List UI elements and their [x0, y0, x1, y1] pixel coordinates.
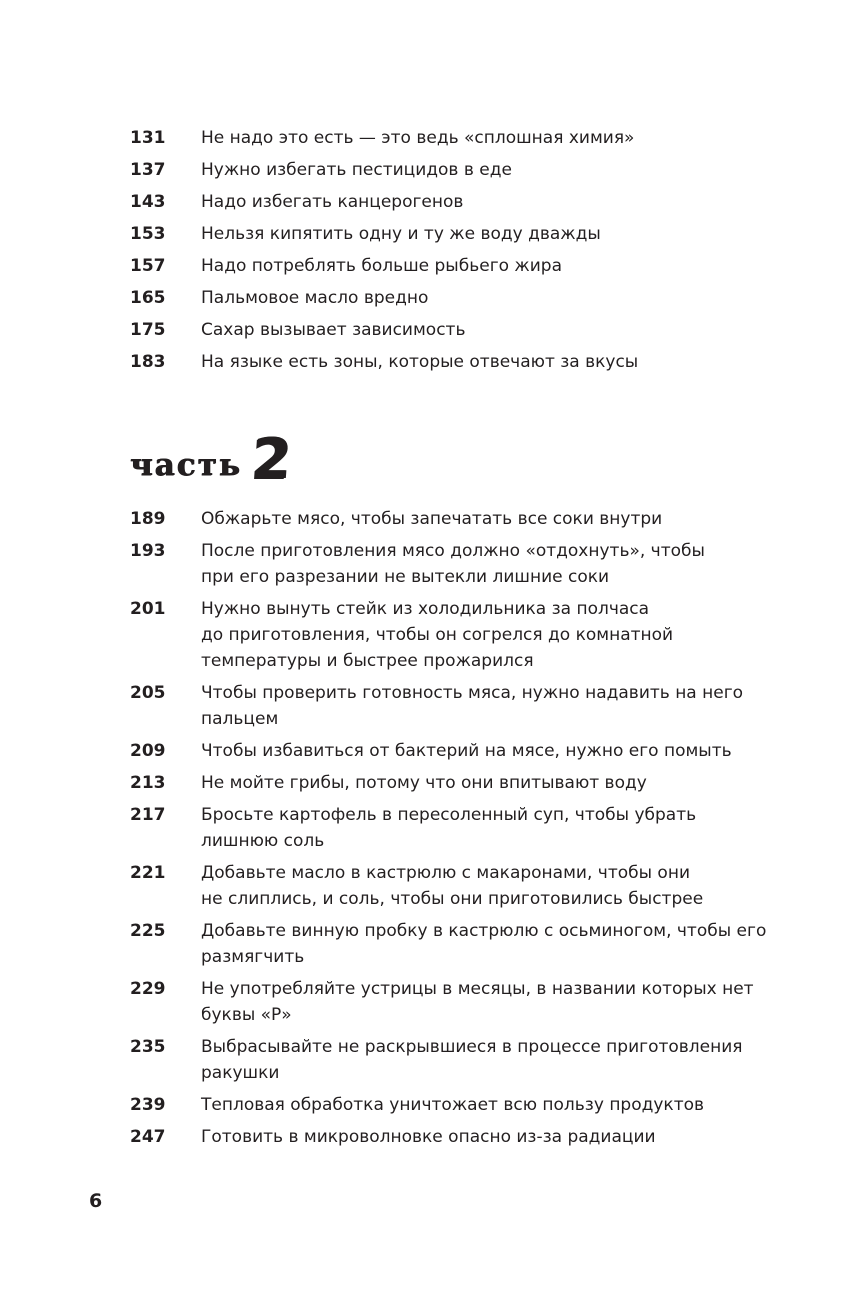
toc-entry-title: Нужно вынуть стейк из холодильника за полчаса до приготовления, чтобы он согрелся до комнатной температуры и быстрее прожарился [201, 599, 674, 671]
toc-page-number: 221 [130, 863, 166, 883]
toc-entry [130, 1124, 780, 1150]
toc-page-number: 153 [130, 224, 166, 244]
toc-page-number: 239 [130, 1095, 166, 1115]
toc-entry [130, 976, 780, 1028]
toc-entry-title: Готовить в микроволновке опасно из-за радиации [201, 1127, 656, 1147]
toc-entry [130, 506, 780, 532]
part-heading-word: часть [130, 447, 242, 483]
toc-entry-title: Не надо это есть — это ведь «сплошная химия» [201, 128, 635, 148]
toc-page-number: 225 [130, 921, 166, 941]
toc-page-number: 143 [130, 192, 166, 212]
toc-entry-title: На языке есть зоны, которые отвечают за вкусы [201, 352, 639, 372]
toc-entry [130, 596, 780, 674]
toc-page-number: 213 [130, 773, 166, 793]
toc-entry-title: Сахар вызывает зависимость [201, 320, 466, 340]
toc-entry [130, 680, 780, 732]
toc-entry [130, 221, 780, 247]
toc-entry-title: Нужно избегать пестицидов в еде [201, 160, 512, 180]
toc-entry-title: После приготовления мясо должно «отдохнуть», чтобы при его разрезании не вытекли лишние соки [201, 541, 705, 587]
toc-entry-title: Нельзя кипятить одну и ту же воду дважды [201, 224, 601, 244]
toc-section-2 [130, 506, 780, 1156]
toc-entry [130, 125, 780, 151]
toc-entry-title: Обжарьте мясо, чтобы запечатать все соки внутри [201, 509, 663, 529]
toc-page-number: 165 [130, 288, 166, 308]
toc-entry [130, 538, 780, 590]
toc-entry [130, 918, 780, 970]
toc-section-1 [130, 125, 780, 381]
toc-page-number: 217 [130, 805, 166, 825]
toc-entry [130, 285, 780, 311]
toc-entry [130, 157, 780, 183]
toc-entry [130, 860, 780, 912]
toc-page-number: 193 [130, 541, 166, 561]
toc-entry-title: Добавьте винную пробку в кастрюлю с осьминогом, чтобы его размягчить [201, 921, 767, 967]
toc-entry [130, 349, 780, 375]
toc-entry [130, 189, 780, 215]
toc-page-number: 205 [130, 683, 166, 703]
toc-entry [130, 1034, 780, 1086]
toc-entry [130, 1092, 780, 1118]
part-heading [130, 427, 294, 492]
toc-page-number: 137 [130, 160, 166, 180]
toc-entry [130, 253, 780, 279]
toc-page-number: 175 [130, 320, 166, 340]
toc-page-number: 201 [130, 599, 166, 619]
toc-page-number: 157 [130, 256, 166, 276]
toc-entry-title: Добавьте масло в кастрюлю с макаронами, чтобы они не слиплись, и соль, чтобы они приготовились быстрее [201, 863, 704, 909]
toc-page-number: 229 [130, 979, 166, 999]
toc-entry-title: Чтобы избавиться от бактерий на мясе, нужно его помыть [201, 741, 732, 761]
toc-entry [130, 770, 780, 796]
toc-entry [130, 738, 780, 764]
toc-entry-title: Пальмовое масло вредно [201, 288, 429, 308]
toc-entry-title: Чтобы проверить готовность мяса, нужно надавить на него пальцем [201, 683, 744, 729]
toc-entry-title: Выбрасывайте не раскрывшиеся в процессе приготовления ракушки [201, 1037, 743, 1083]
toc-page-number: 189 [130, 509, 166, 529]
toc-entry-title: Тепловая обработка уничтожает всю пользу продуктов [201, 1095, 705, 1115]
toc-entry-title: Бросьте картофель в пересоленный суп, чтобы убрать лишнюю соль [201, 805, 697, 851]
toc-entry-title: Не употребляйте устрицы в месяцы, в названии которых нет буквы «Р» [201, 979, 754, 1025]
toc-entry-title: Не мойте грибы, потому что они впитывают воду [201, 773, 647, 793]
toc-entry [130, 802, 780, 854]
part-heading-number: 2 [249, 427, 294, 492]
toc-entry [130, 317, 780, 343]
toc-page-number: 131 [130, 128, 166, 148]
toc-page-number: 183 [130, 352, 166, 372]
toc-entry-title: Надо потреблять больше рыбьего жира [201, 256, 563, 276]
toc-page-number: 209 [130, 741, 166, 761]
toc-entry-title: Надо избегать канцерогенов [201, 192, 464, 212]
page-number: 6 [89, 1190, 103, 1212]
toc-page-number: 235 [130, 1037, 166, 1057]
toc-page-number: 247 [130, 1127, 166, 1147]
